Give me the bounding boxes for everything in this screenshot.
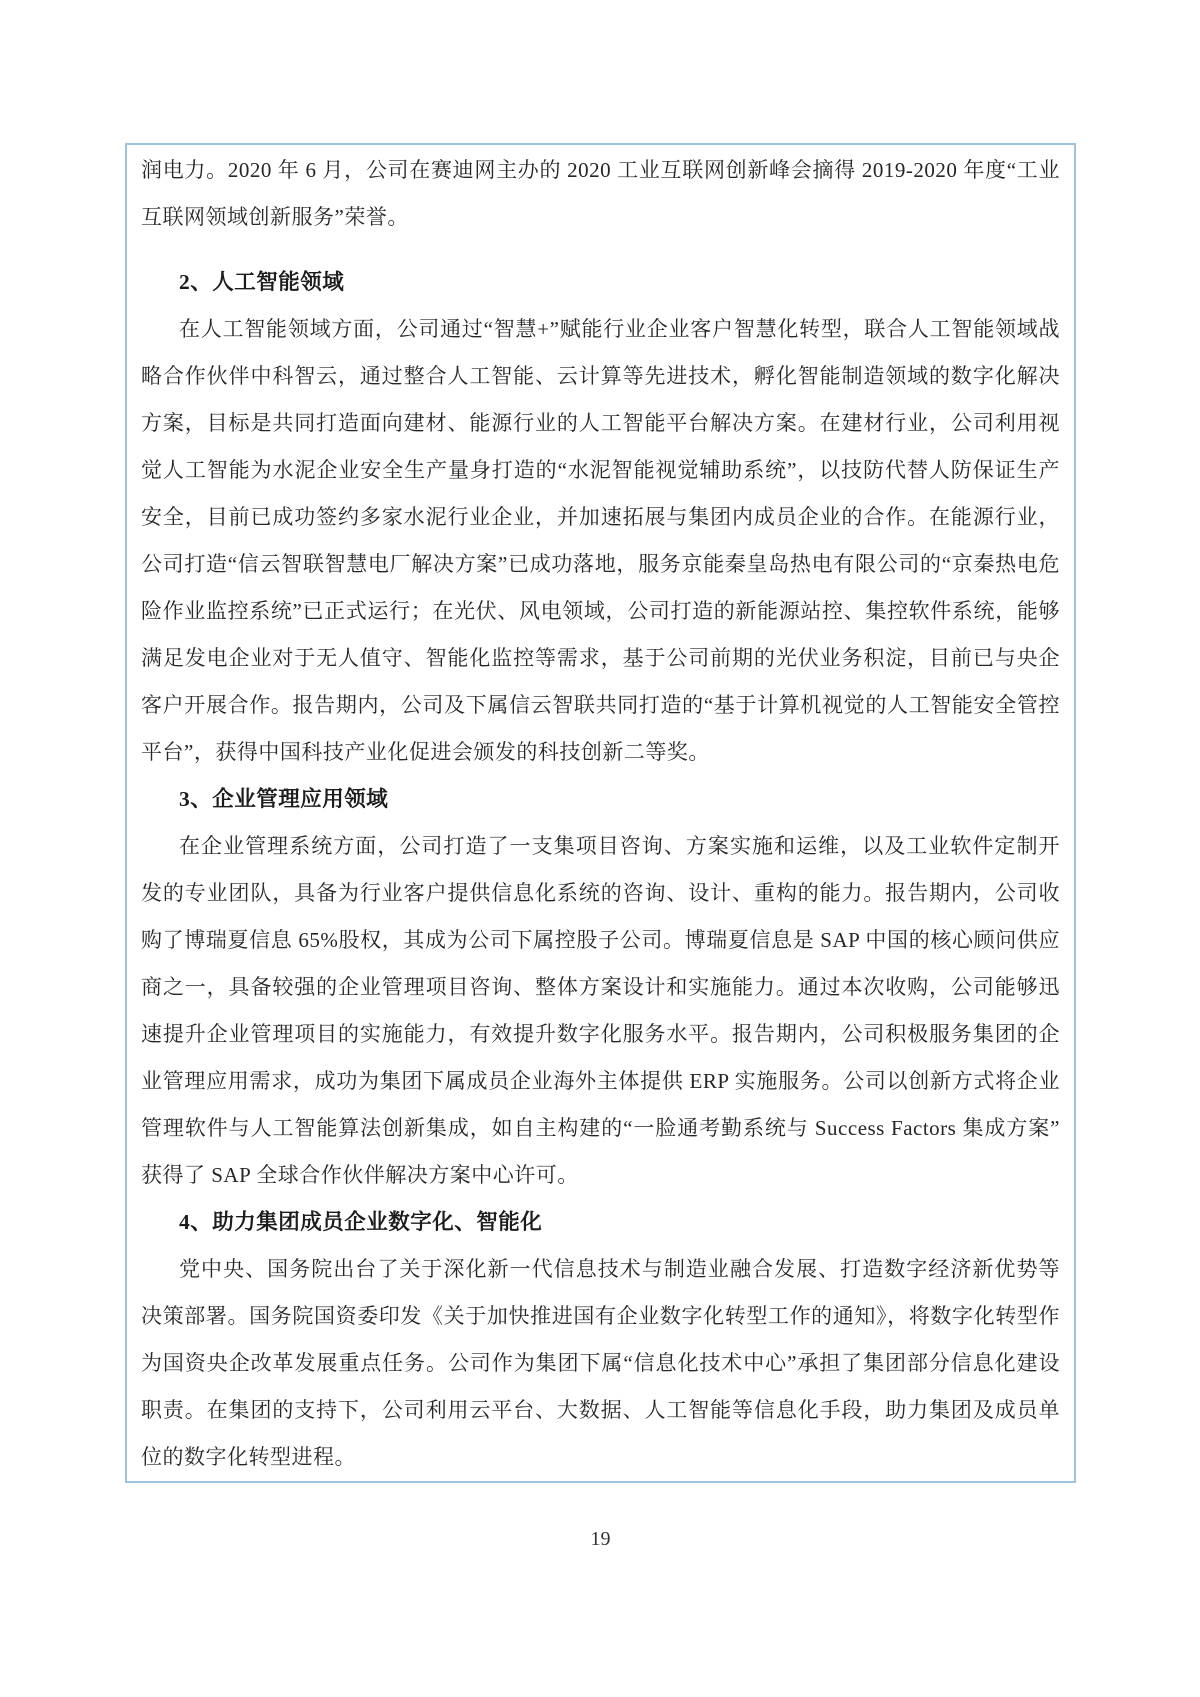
- section-heading-ai: 2、人工智能领域: [179, 270, 345, 294]
- paragraph-ai-domain: 在人工智能领域方面，公司通过“智慧+”赋能行业企业客户智慧化转型，联合人工智能领域战略合作伙伴中科智云，通过整合人工智能、云计算等先进技术，孵化智能制造领域的数字化解决方案，目标是共同打造面向建材、能源行业的人工智能平台解决方案。在建材行业，公司利用视觉人工智能为水泥企业安全生产量身打造的“水泥智能视觉辅助系统”，以技防代替人防保证生产安全，目前已成功签约多家水泥行业企业，并加速拓展与集团内成员企业的合作。在能源行业，公司打造“信云智联智慧电厂解决方案”已成功落地，服务京能秦皇岛热电有限公司的“京秦热电危险作业监控系统”已正式运行；在光伏、风电领域，公司打造的新能源站控、集控软件系统，能够满足发电企业对于无人值守、智能化监控等需求，基于公司前期的光伏业务积淀，目前已与央企客户开展合作。报告期内，公司及下属信云智联共同打造的“基于计算机视觉的人工智能安全管控平台”，获得中国科技产业化促进会颁发的科技创新二等奖。: [141, 317, 1060, 764]
- page-number: 19: [590, 1528, 611, 1550]
- paragraph-continuation: 润电力。2020 年 6 月，公司在赛迪网主办的 2020 工业互联网创新峰会摘得 2019-2020 年度“工业互联网领域创新服务”荣誉。: [141, 158, 1060, 229]
- content-border-box: [125, 143, 1076, 1483]
- paragraph-group-digitalization: 党中央、国务院出台了关于深化新一代信息技术与制造业融合发展、打造数字经济新优势等决策部署。国务院国资委印发《关于加快推进国有企业数字化转型工作的通知》，将数字化转型作为国资央企改革发展重点任务。公司作为集团下属“信息化技术中心”承担了集团部分信息化建设职责。在集团的支持下，公司利用云平台、大数据、人工智能等信息化手段，助力集团及成员单位的数字化转型进程。: [141, 1257, 1060, 1469]
- section-heading-enterprise-management: 3、企业管理应用领域: [179, 787, 389, 811]
- paragraph-enterprise-management: 在企业管理系统方面，公司打造了一支集项目咨询、方案实施和运维，以及工业软件定制开发的专业团队，具备为行业客户提供信息化系统的咨询、设计、重构的能力。报告期内，公司收购了博瑞夏信息 65%股权，其成为公司下属控股子公司。博瑞夏信息是 SAP 中国的核心顾问供应商之一，具备较强的企业管理项目咨询、整体方案设计和实施能力。通过本次收购，公司能够迅速提升企业管理项目的实施能力，有效提升数字化服务水平。报告期内，公司积极服务集团的企业管理应用需求，成功为集团下属成员企业海外主体提供 ERP 实施服务。公司以创新方式将企业管理软件与人工智能算法创新集成，如自主构建的“一脸通考勤系统与 Success Factors 集成方案”获得了 SAP 全球合作伙伴解决方案中心许可。: [141, 834, 1060, 1187]
- section-heading-group-digitalization: 4、助力集团成员企业数字化、智能化: [179, 1210, 543, 1234]
